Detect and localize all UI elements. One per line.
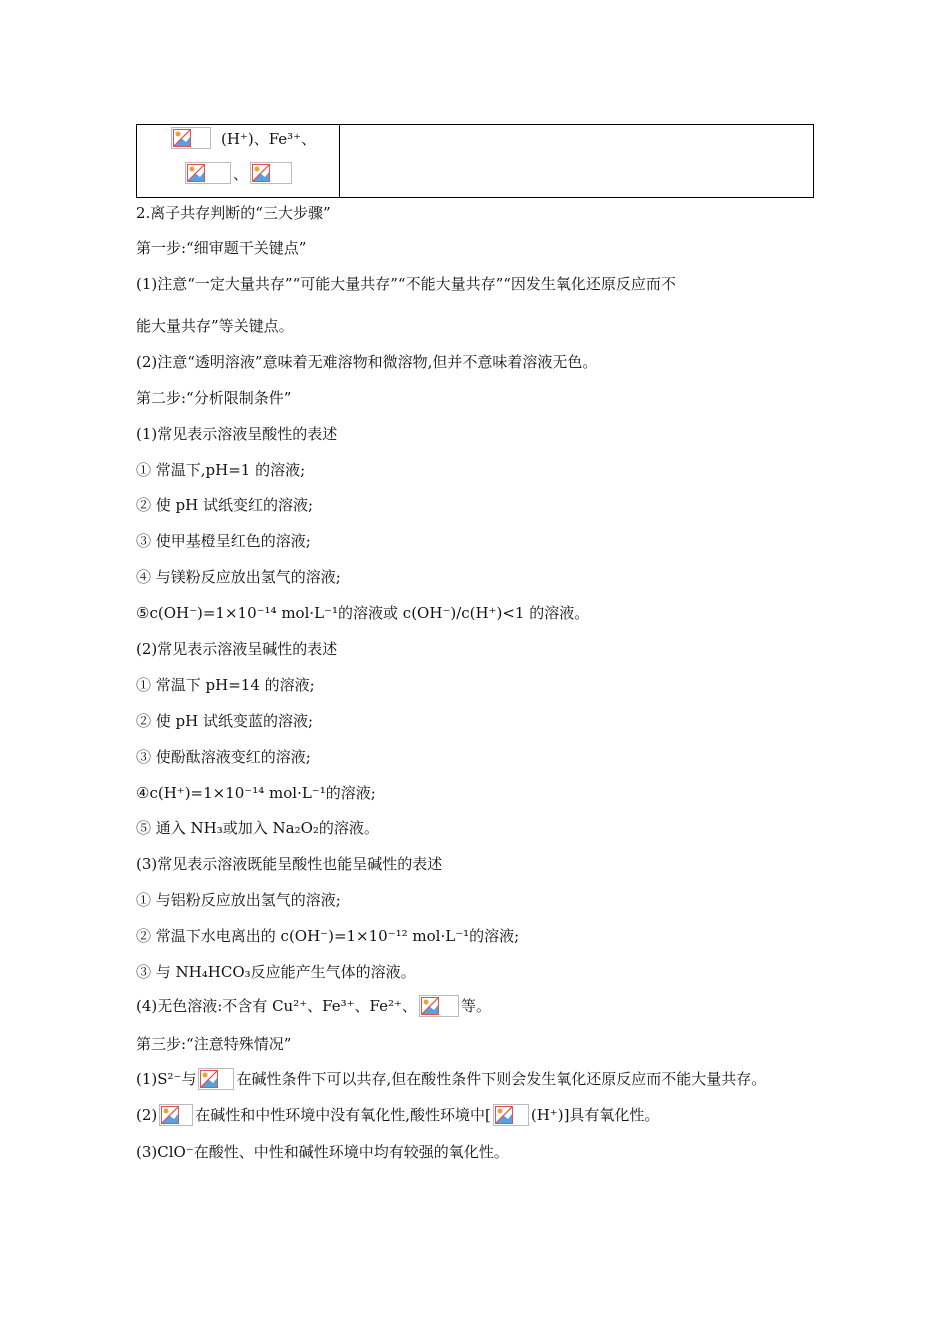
broken-image-icon bbox=[159, 1104, 193, 1126]
list-item-text: 等。 bbox=[460, 997, 491, 1015]
paragraph-line bbox=[136, 1068, 766, 1090]
list-item: ② 使 pH 试纸变红的溶液; bbox=[136, 496, 314, 514]
paragraph-text: 在碱性和中性环境中没有氧化性,酸性环境中[ bbox=[195, 1106, 491, 1124]
list-item: ③ 使酚酞溶液变红的溶液; bbox=[136, 748, 311, 766]
broken-image-icon bbox=[171, 127, 211, 149]
paragraph-text: 在碱性条件下可以共存,但在酸性条件下则会发生氧化还原反应而不能大量共存。 bbox=[236, 1070, 767, 1088]
paragraph-line: (2)注意“透明溶液”意味着无难溶物和微溶物,但并不意味着溶液无色。 bbox=[136, 353, 598, 371]
step-heading: 第三步:“注意特殊情况” bbox=[136, 1035, 292, 1053]
ion-table-fragment bbox=[136, 124, 814, 198]
list-item: ③ 使甲基橙呈红色的溶液; bbox=[136, 532, 311, 550]
step-heading: 第二步:“分析限制条件” bbox=[136, 389, 292, 407]
list-item: ① 常温下,pH=1 的溶液; bbox=[136, 461, 306, 479]
broken-image-icon bbox=[250, 162, 292, 184]
list-item-text: (4)无色溶液:不含有 Cu²⁺、Fe³⁺、Fe²⁺、 bbox=[136, 997, 417, 1015]
section-heading: 2.离子共存判断的“三大步骤” bbox=[136, 204, 331, 222]
list-item: ⑤ 通入 NH₃或加入 Na₂O₂的溶液。 bbox=[136, 819, 379, 837]
paragraph-line: (3)ClO⁻在酸性、中性和碱性环境中均有较强的氧化性。 bbox=[136, 1143, 509, 1161]
paragraph-line bbox=[136, 1104, 659, 1126]
broken-image-icon bbox=[419, 995, 459, 1017]
subheading: (1)常见表示溶液呈酸性的表述 bbox=[136, 425, 338, 443]
broken-image-icon bbox=[493, 1104, 529, 1126]
list-item: ⑤c(OH⁻)=1×10⁻¹⁴ mol·L⁻¹的溶液或 c(OH⁻)/c(H⁺)<1 的溶液。 bbox=[136, 604, 590, 622]
step-heading: 第一步:“细审题干关键点” bbox=[136, 239, 307, 257]
subheading: (3)常见表示溶液既能呈酸性也能呈碱性的表述 bbox=[136, 855, 443, 873]
table-column-divider bbox=[339, 125, 340, 197]
broken-image-icon bbox=[198, 1068, 234, 1090]
paragraph-line: 能大量共存”等关键点。 bbox=[136, 317, 294, 335]
paragraph-text: (1)S²⁻与 bbox=[136, 1070, 197, 1088]
paragraph-text: (H⁺)]具有氧化性。 bbox=[530, 1106, 660, 1124]
paragraph-line: (1)注意“一定大量共存”“可能大量共存”“不能大量共存”“因发生氧化还原反应而不 bbox=[136, 275, 676, 293]
table-cell-text: (H⁺)、Fe³⁺、 bbox=[221, 129, 317, 148]
paragraph-text: (2) bbox=[136, 1106, 158, 1124]
broken-image-icon bbox=[185, 162, 231, 184]
list-item: ② 常温下水电离出的 c(OH⁻)=1×10⁻¹² mol·L⁻¹的溶液; bbox=[136, 927, 520, 945]
list-item: ④c(H⁺)=1×10⁻¹⁴ mol·L⁻¹的溶液; bbox=[136, 784, 376, 802]
list-item: ③ 与 NH₄HCO₃反应能产生气体的溶液。 bbox=[136, 963, 416, 981]
table-cell-separator: 、 bbox=[233, 164, 249, 183]
subheading: (2)常见表示溶液呈碱性的表述 bbox=[136, 640, 338, 658]
list-item: ① 常温下 pH=14 的溶液; bbox=[136, 676, 315, 694]
table-cell-row2 bbox=[185, 162, 292, 184]
list-item: ② 使 pH 试纸变蓝的溶液; bbox=[136, 712, 314, 730]
table-cell-row1 bbox=[171, 127, 316, 149]
list-item: ① 与铝粉反应放出氢气的溶液; bbox=[136, 891, 341, 909]
list-item bbox=[136, 995, 491, 1017]
list-item: ④ 与镁粉反应放出氢气的溶液; bbox=[136, 568, 341, 586]
